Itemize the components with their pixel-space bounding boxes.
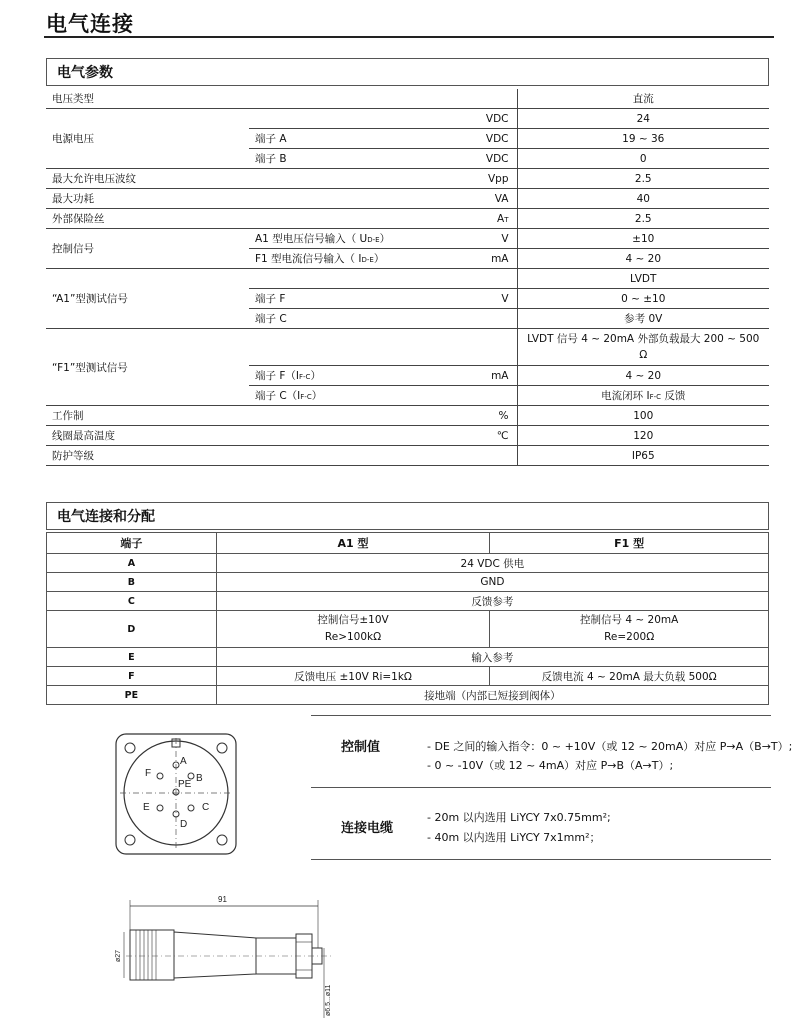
cable-diameter-dim: ø6.5...ø11	[325, 984, 332, 1016]
table-row	[47, 667, 769, 686]
param-value: 直流	[632, 93, 654, 105]
param-value: 4 ~ 20	[625, 252, 661, 265]
param-label: 控制信号	[46, 229, 249, 269]
param-sub: 端子 F	[249, 289, 404, 309]
param-value: IP65	[631, 449, 655, 462]
param-label: 防护等级	[46, 446, 517, 466]
terminal-key: PE	[47, 686, 217, 705]
param-value: 120	[633, 429, 654, 442]
table-row	[46, 169, 769, 189]
param-value: 2.5	[634, 172, 652, 185]
pin-label: PE	[178, 779, 192, 790]
table-row	[46, 329, 769, 366]
param-unit: VDC	[404, 149, 517, 169]
control-item: - DE 之间的输入指令：0 ~ +10V（或 12 ~ 20mA）对应 P→A（B→T）;	[427, 740, 793, 753]
terminal-key: E	[47, 648, 217, 667]
conn-section	[46, 502, 769, 705]
param-unit: VDC	[404, 109, 517, 129]
table-row	[46, 426, 769, 446]
param-label: “A1”型测试信号	[46, 269, 249, 329]
table-row	[46, 189, 769, 209]
param-label: 电压类型	[46, 89, 517, 109]
cable-item: - 20m 以内选用 LiYCY 7x0.75mm²;	[427, 811, 611, 824]
title-divider	[44, 36, 774, 38]
param-sub: 端子 F（IF-C）	[249, 366, 404, 386]
pin-label: F	[145, 768, 152, 779]
pin-label: B	[196, 773, 203, 784]
terminal-value-a1: 反馈电压 ±10V Ri=1kΩ	[216, 667, 490, 686]
pin-label: C	[202, 802, 210, 813]
terminal-value-a1: 控制信号±10V Re>100kΩ	[216, 611, 490, 648]
page-title: 电气连接	[46, 12, 134, 36]
param-label: 最大功耗	[52, 193, 94, 205]
param-label: 线圈最高温度	[52, 430, 115, 442]
param-label: 电源电压	[46, 109, 249, 169]
cable-label: 连接电缆	[341, 821, 394, 836]
col-header: 端子	[47, 533, 217, 554]
pin-label: E	[143, 802, 150, 813]
param-value: LVDT 信号 4 ~ 20mA 外部负载最大 200 ~ 500 Ω	[517, 329, 769, 366]
param-value: 参考 0V	[624, 313, 663, 325]
pin-label: A	[180, 756, 187, 767]
terminal-key: F	[47, 667, 217, 686]
terminal-value: 接地端（内部已短接到阀体）	[216, 686, 768, 705]
pin-label: D	[180, 819, 188, 830]
table-row	[47, 533, 769, 554]
param-sub: A1 型电压信号输入（ UD-E）	[249, 229, 404, 249]
param-sub: 端子 C	[255, 313, 287, 325]
control-cable-block	[311, 715, 793, 860]
params-table	[46, 89, 769, 466]
terminal-value: 24 VDC 供电	[216, 554, 768, 573]
param-unit: %	[404, 406, 517, 426]
plug-diagram	[106, 890, 346, 1020]
param-unit: AT	[404, 209, 517, 229]
terminal-value-f1: 反馈电流 4 ~ 20mA 最大负载 500Ω	[490, 667, 769, 686]
params-title: 电气参数	[46, 58, 769, 86]
table-row	[47, 611, 769, 648]
param-value: 19 ~ 36	[517, 129, 769, 149]
param-sub: 端子 B	[249, 149, 404, 169]
terminal-value-f1: 控制信号 4 ~ 20mA Re=200Ω	[490, 611, 769, 648]
param-label: 外部保险丝	[52, 213, 105, 225]
param-unit: VDC	[404, 129, 517, 149]
table-row	[46, 406, 769, 426]
col-header: F1 型	[490, 533, 769, 554]
param-value: 2.5	[634, 212, 652, 225]
connector-face-diagram	[112, 730, 242, 860]
param-value: 0	[639, 152, 647, 165]
param-unit: V	[404, 289, 517, 309]
table-row	[46, 269, 769, 289]
table-row	[47, 592, 769, 611]
param-unit: V	[404, 229, 517, 249]
control-item: - 0 ~ -10V（或 12 ~ 4mA）对应 P→B（A→T）;	[427, 759, 674, 772]
table-row	[46, 209, 769, 229]
table-row	[47, 573, 769, 592]
param-value: LVDT	[517, 269, 769, 289]
terminal-key: D	[47, 611, 217, 648]
param-label: “F1”型测试信号	[46, 329, 249, 406]
param-sub: 端子 A	[249, 129, 404, 149]
table-row	[46, 109, 769, 129]
param-sub: 端子 C（IF-C）	[255, 390, 323, 402]
table-row	[47, 648, 769, 667]
param-unit: Vpp	[404, 169, 517, 189]
param-unit: VA	[404, 189, 517, 209]
param-value: 100	[633, 409, 654, 422]
terminal-key: C	[47, 592, 217, 611]
table-row	[46, 446, 769, 466]
terminal-value: 输入参考	[216, 648, 768, 667]
terminal-key: B	[47, 573, 217, 592]
table-row	[46, 89, 769, 109]
control-label: 控制值	[341, 740, 381, 755]
table-row	[46, 229, 769, 249]
param-value: ±10	[517, 229, 769, 249]
param-unit: ℃	[404, 426, 517, 446]
col-header: A1 型	[216, 533, 490, 554]
terminal-value: 反馈参考	[216, 592, 768, 611]
param-label: 工作制	[52, 410, 84, 422]
param-value: 电流闭环 IF-C 反馈	[601, 390, 686, 402]
param-value: 4 ~ 20	[517, 366, 769, 386]
param-label: 最大允许电压波纹	[52, 173, 136, 185]
param-sub: F1 型电流信号输入（ ID-E）	[255, 253, 385, 265]
terminal-key: A	[47, 554, 217, 573]
diameter-dim: ø27	[115, 949, 122, 962]
param-unit: mA	[404, 249, 517, 269]
table-row	[47, 554, 769, 573]
length-dim: 91	[218, 895, 227, 904]
table-row	[47, 686, 769, 705]
params-section	[46, 58, 769, 466]
param-value: 0 ~ ±10	[517, 289, 769, 309]
terminal-value: GND	[216, 573, 768, 592]
cable-item: - 40m 以内选用 LiYCY 7x1mm²；	[427, 831, 601, 844]
param-unit: mA	[404, 366, 517, 386]
conn-table	[46, 532, 769, 705]
conn-title: 电气连接和分配	[46, 502, 769, 530]
param-value: 24	[517, 109, 769, 129]
param-value: 40	[636, 192, 650, 205]
